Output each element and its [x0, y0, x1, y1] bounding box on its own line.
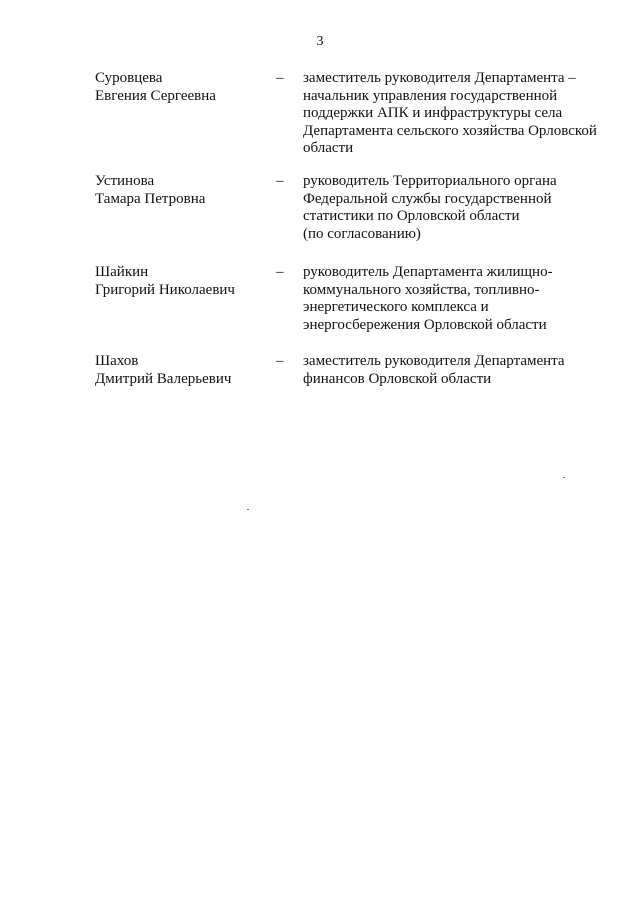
member-position	[303, 70, 623, 158]
member-surname: Шахов	[95, 353, 139, 369]
member-given-names: Григорий Николаевич	[95, 281, 235, 298]
position-line: руководитель Департамента жилищно-	[303, 264, 553, 280]
dash-separator: –	[276, 70, 284, 86]
member-given-names: Тамара Петровна	[95, 190, 206, 207]
position-line: начальник управления государственной	[303, 87, 558, 104]
page-number: 3	[316, 34, 324, 49]
member-surname: Суровцева	[95, 70, 163, 86]
member-surname: Шайкин	[95, 264, 149, 280]
dash-separator: –	[276, 353, 284, 369]
scan-speck	[563, 477, 565, 478]
position-line: руководитель Территориального органа	[303, 173, 557, 189]
position-line: Федеральной службы государственной	[303, 190, 552, 207]
member-name	[95, 353, 275, 388]
position-line: энергосбережения Орловской области	[303, 316, 547, 333]
scan-speck	[247, 509, 249, 510]
position-line: статистики по Орловской области	[303, 208, 520, 225]
position-line: заместитель руководителя Департамента	[303, 353, 565, 369]
position-line: энергетического комплекса и	[303, 299, 489, 316]
member-name	[95, 70, 275, 105]
member-position	[303, 353, 623, 388]
dash-separator: –	[276, 173, 284, 189]
position-line: (по согласованию)	[303, 225, 421, 242]
dash-separator: –	[276, 264, 284, 280]
member-given-names: Дмитрий Валерьевич	[95, 370, 232, 387]
member-position	[303, 264, 623, 334]
position-line: Департамента сельского хозяйства Орловской	[303, 122, 597, 139]
member-given-names: Евгения Сергеевна	[95, 87, 216, 104]
position-line: области	[303, 140, 354, 157]
member-surname: Устинова	[95, 173, 155, 189]
member-name	[95, 173, 275, 208]
position-line: финансов Орловской области	[303, 370, 492, 387]
position-line: заместитель руководителя Департамента –	[303, 70, 576, 86]
position-line: поддержки АПК и инфраструктуры села	[303, 105, 563, 122]
member-name	[95, 264, 275, 299]
position-line: коммунального хозяйства, топливно-	[303, 281, 540, 298]
member-position	[303, 173, 623, 243]
